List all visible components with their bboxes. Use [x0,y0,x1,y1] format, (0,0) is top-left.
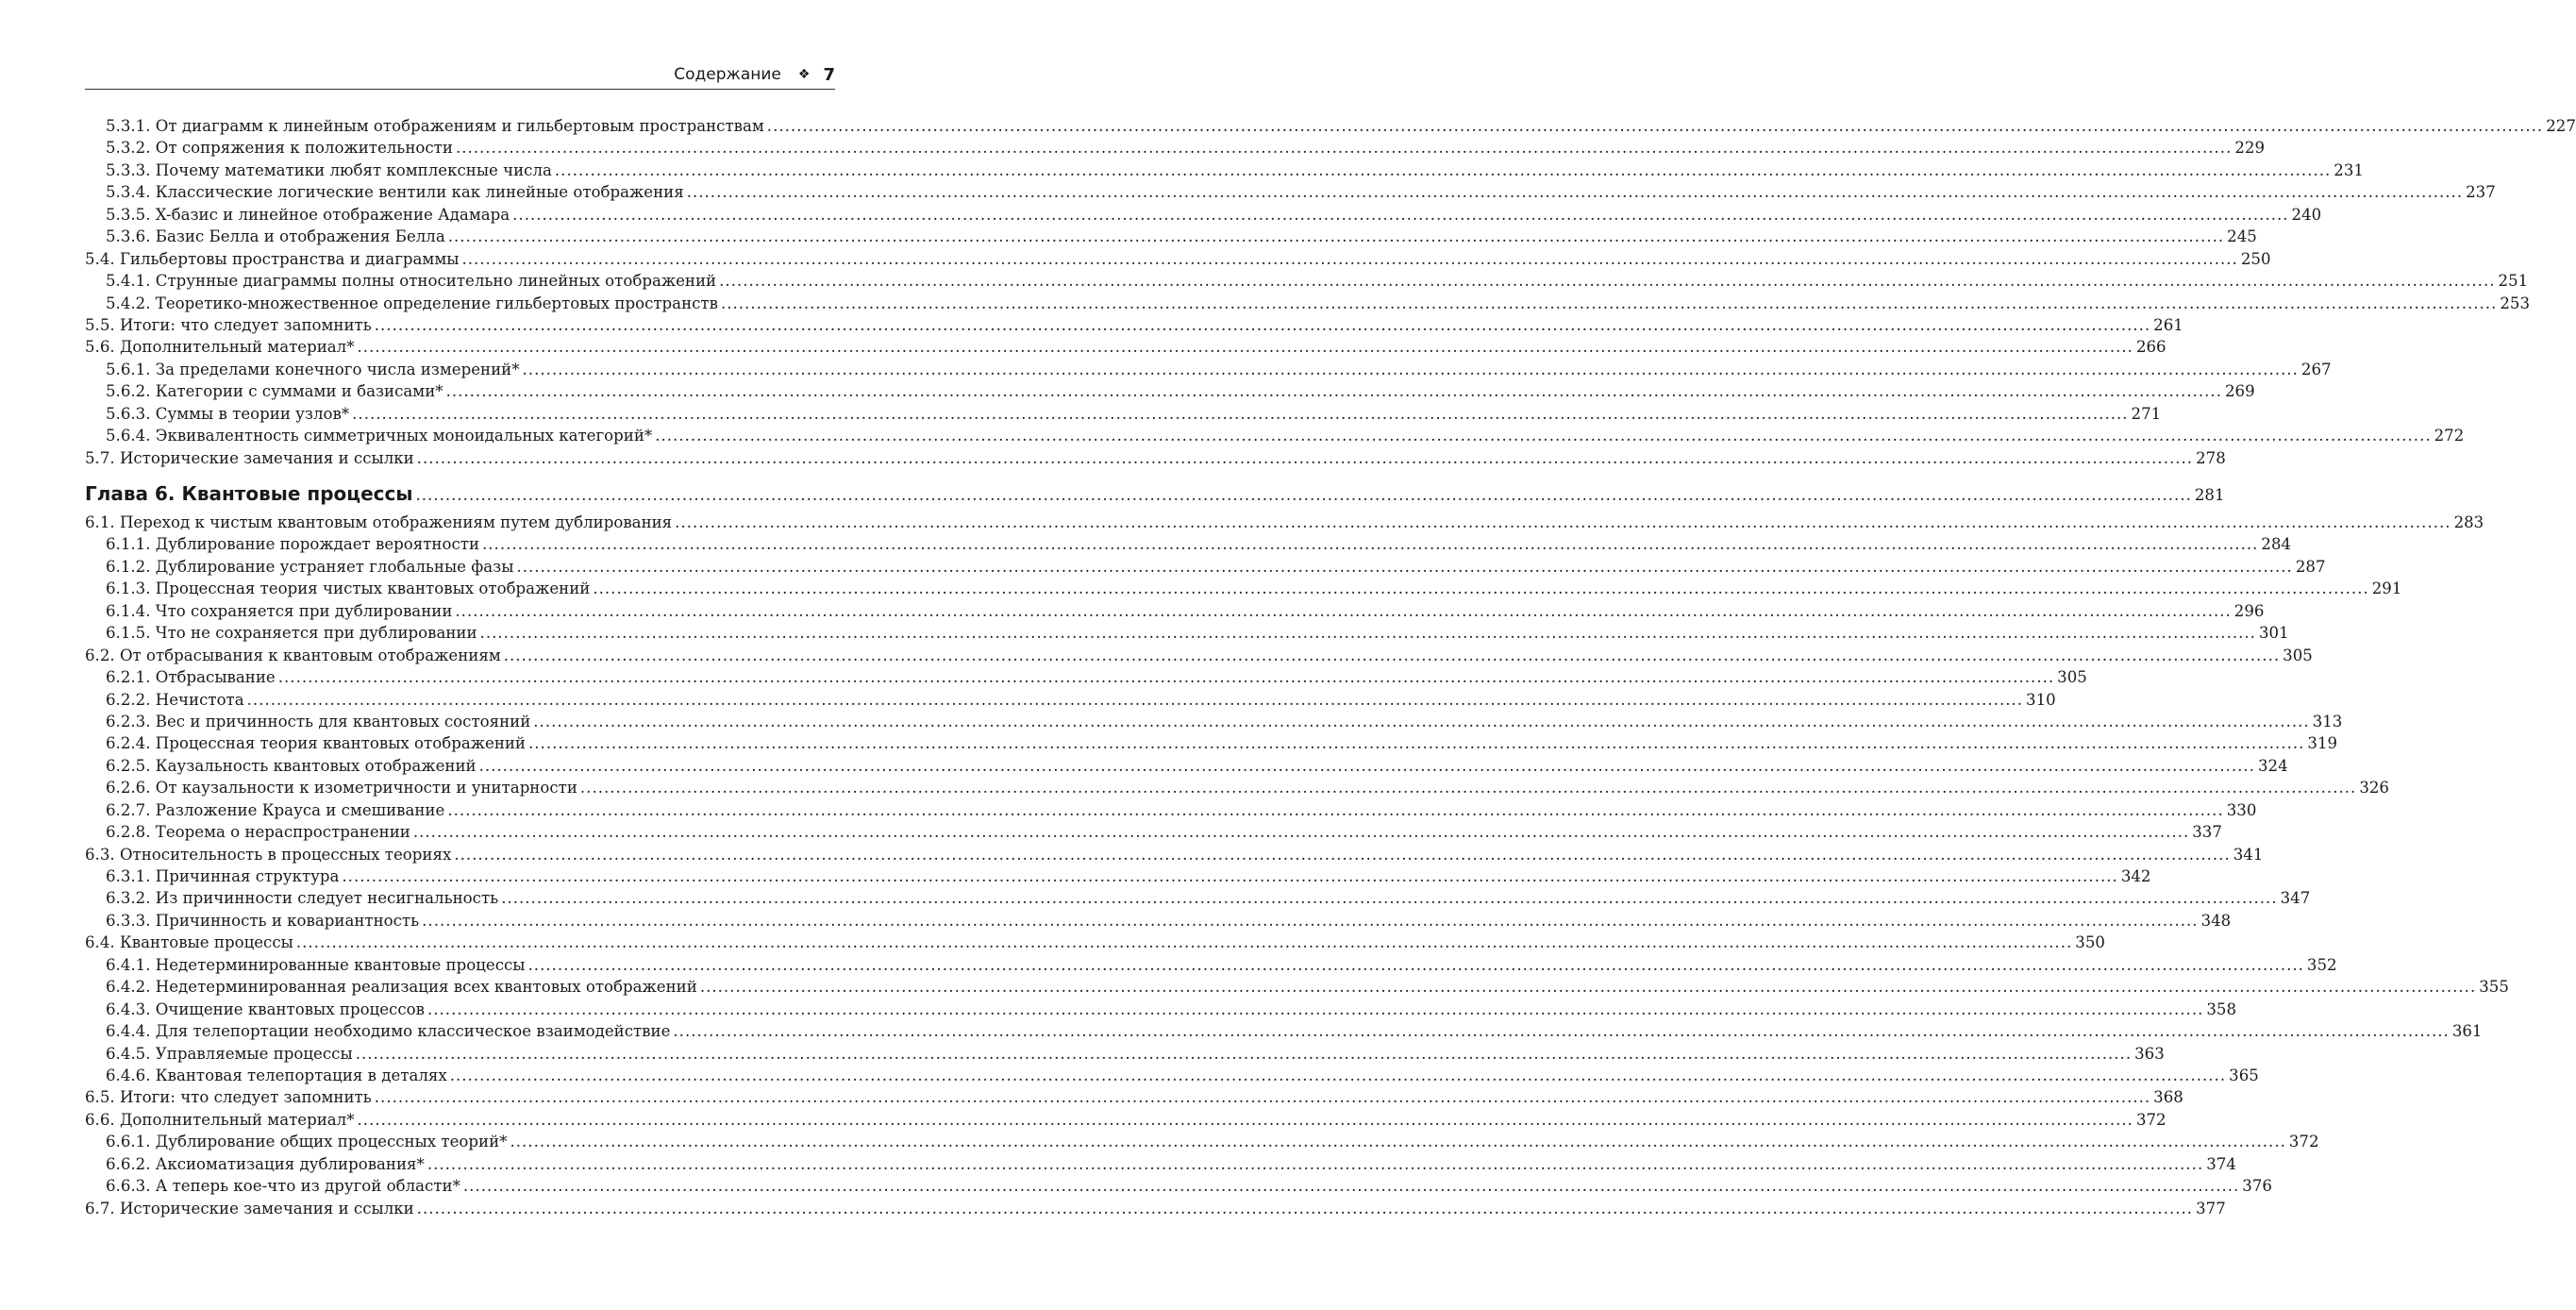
toc-entry-page: 227 [2546,117,2576,135]
toc-subsection-entry[interactable] [85,999,2237,1020]
toc-entry-page: 350 [2075,933,2105,952]
toc-entry-title: 6.3.2. Из причинности следует несигнальность [106,889,499,908]
toc-entry-title: 6.2.6. От каузальности к изометричности и унитарности [106,779,577,798]
toc-entry-title: 6.1.4. Что сохраняется при дублировании [106,601,453,620]
toc-entry-title: 6.1. Переход к чистым квантовым отображениям путем дублирования [85,513,673,531]
dot-leader: ............................................................................................................................................................................................................................................................................................................ [528,734,2305,753]
toc-entry-page: 377 [2196,1199,2226,1218]
toc-entry-title: 6.3. Относительность в процессных теориях [85,845,452,864]
toc-section-entry[interactable] [85,1198,2226,1219]
dot-leader: ............................................................................................................................................................................................................................................................................................................ [512,205,2289,224]
toc-entry-title: 6.2.5. Каузальность квантовых отображений [106,756,477,775]
toc-entry-page: 278 [2196,448,2226,467]
dot-leader: ............................................................................................................................................................................................................................................................................................................ [357,1110,2133,1129]
toc-entry-page: 305 [2283,646,2313,664]
toc-entry-page: 337 [2192,823,2222,842]
dot-leader: ............................................................................................................................................................................................................................................................................................................ [454,845,2231,864]
toc-subsection-entry[interactable] [85,204,2322,226]
toc-entry-page: 326 [2359,779,2389,798]
toc-chapter-entry[interactable] [85,479,2225,508]
dot-leader: ............................................................................................................................................................................................................................................................................................................ [352,404,2129,423]
header-page-number: 7 [823,64,835,85]
dot-leader: ............................................................................................................................................................................................................................................................................................................ [516,557,2293,576]
dot-leader: ............................................................................................................................................................................................................................................................................................................ [462,1177,2240,1196]
toc-entry-title: 5.7. Исторические замечания и ссылки [85,448,414,467]
toc-subsection-entry[interactable] [85,755,2288,777]
toc-subsection-entry[interactable] [85,380,2255,402]
toc-entry-page: 245 [2227,227,2257,246]
toc-entry-title: 6.7. Исторические замечания и ссылки [85,1199,414,1218]
dot-leader: ............................................................................................................................................................................................................................................................................................................ [416,1199,2194,1218]
toc-subsection-entry[interactable] [85,270,2529,292]
toc-entry-title: 6.6.2. Аксиоматизация дублирования* [106,1154,425,1173]
toc-entry-page: 237 [2466,183,2496,202]
toc-entry-title: 6.4.6. Квантовая телепортация в деталях [106,1066,447,1084]
toc-subsection-entry[interactable] [85,954,2337,976]
toc-subsection-entry[interactable] [85,181,2496,203]
toc-section-entry[interactable] [85,932,2105,953]
toc-entry-page: 313 [2312,712,2343,731]
toc-entry-page: 358 [2206,999,2237,1018]
toc-entry-page: 272 [2434,427,2465,445]
toc-entry-title: 5.5. Итоги: что следует запомнить [85,315,372,334]
toc-entry-page: 319 [2307,734,2338,753]
toc-subsection-entry[interactable] [85,976,2509,998]
toc-entry-page: 283 [2453,513,2484,531]
toc-subsection-entry[interactable] [85,1131,2319,1152]
toc-entry-page: 376 [2242,1177,2272,1196]
toc-entry-title: 6.4.1. Недетерминированные квантовые процессы [106,955,526,974]
dot-leader: ............................................................................................................................................................................................................................................................................................................ [415,486,2192,504]
dot-leader: ............................................................................................................................................................................................................................................................................................................ [342,867,2118,885]
dot-leader: ............................................................................................................................................................................................................................................................................................................ [482,535,2259,554]
toc-entry-page: 348 [2200,911,2232,930]
toc-entry-page: 301 [2258,624,2289,643]
toc-entry-title: 5.3.6. Базис Белла и отображения Белла [106,227,445,246]
toc-subsection-entry[interactable] [85,777,2389,798]
toc-section-entry[interactable] [85,645,2313,666]
toc-entry-title: 6.2.8. Теорема о нераспространении [106,823,410,842]
toc-entry-page: 231 [2333,160,2364,179]
toc-entry-title: 6.1.1. Дублирование порождает вероятности [106,535,479,554]
toc-entry-title: 5.3.1. От диаграмм к линейным отображениям и гильбертовым пространствам [106,117,764,135]
toc-subsection-entry[interactable] [85,910,2232,932]
toc-entry-title: 6.3.3. Причинность и ковариантность [106,911,420,930]
toc-entry-title: 6.6. Дополнительный материал* [85,1110,355,1129]
dot-leader: ............................................................................................................................................................................................................................................................................................................ [277,668,2055,687]
dot-leader: ............................................................................................................................................................................................................................................................................................................ [686,183,2464,202]
toc-entry-title: 6.2.2. Нечистота [106,690,244,709]
dot-leader: ............................................................................................................................................................................................................................................................................................................ [416,448,2194,467]
toc-entry-page: 363 [2134,1044,2165,1063]
dot-leader: ............................................................................................................................................................................................................................................................................................................ [503,646,2281,664]
toc-entry-page: 361 [2451,1022,2483,1041]
toc-subsection-entry[interactable] [85,578,2402,599]
toc-section-entry[interactable] [85,1086,2183,1108]
table-of-contents [85,115,2576,1219]
toc-entry-title: 6.1.2. Дублирование устраняет глобальные фазы [106,557,514,576]
toc-subsection-entry[interactable] [85,799,2257,821]
dot-leader: ............................................................................................................................................................................................................................................................................................................ [374,315,2151,334]
toc-subsection-entry[interactable] [85,226,2257,247]
toc-section-entry[interactable] [85,512,2484,533]
toc-subsection-entry[interactable] [85,556,2326,578]
toc-entry-page: 253 [2500,294,2531,312]
dot-leader: ............................................................................................................................................................................................................................................................................................................ [246,690,2024,709]
dot-leader: ............................................................................................................................................................................................................................................................................................................ [422,911,2199,930]
toc-entry-page: 269 [2224,382,2255,401]
toc-entry-title: 6.5. Итоги: что следует запомнить [85,1088,372,1107]
header-section-title: Содержание [674,65,781,84]
toc-entry-title: 5.3.3. Почему математики любят комплексные числа [106,160,552,179]
toc-entry-page: 372 [2135,1110,2166,1129]
toc-subsection-entry[interactable] [85,293,2531,314]
toc-subsection-entry[interactable] [85,600,2265,622]
toc-entry-title: 6.6.1. Дублирование общих процессных теорий* [106,1133,508,1151]
dot-leader: ............................................................................................................................................................................................................................................................................................................ [374,1088,2151,1107]
toc-subsection-entry[interactable] [85,1065,2259,1086]
dot-leader: ............................................................................................................................................................................................................................................................................................................ [455,139,2233,158]
toc-entry-title: 6.4. Квантовые процессы [85,933,293,952]
toc-entry-title: 5.3.4. Классические логические вентили как линейные отображения [106,183,684,202]
dot-leader: ............................................................................................................................................................................................................................................................................................................ [461,249,2238,268]
toc-entry-page: 284 [2261,535,2292,554]
toc-entry-page: 271 [2131,404,2162,423]
toc-entry-title: 5.4.2. Теоретико-множественное определение гильбертовых пространств [106,294,718,312]
dot-leader: ............................................................................................................................................................................................................................................................................................................ [699,978,2477,997]
toc-entry-title: 6.2. От отбрасывания к квантовым отображениям [85,646,501,664]
toc-entry-title: 5.6.2. Категории с суммами и базисами* [106,382,443,401]
toc-section-entry[interactable] [85,336,2166,358]
toc-section-entry[interactable] [85,447,2226,469]
toc-subsection-entry[interactable] [85,115,2576,137]
toc-entry-page: 291 [2371,579,2402,598]
toc-entry-page: 229 [2234,139,2266,158]
toc-entry-page: 250 [2240,249,2271,268]
toc-subsection-entry[interactable] [85,821,2222,843]
toc-entry-page: 266 [2135,338,2166,357]
dot-leader: ............................................................................................................................................................................................................................................................................................................ [719,272,2496,291]
dot-leader: ............................................................................................................................................................................................................................................................................................................ [445,382,2222,401]
toc-entry-title: 5.3.2. От сопряжения к положительности [106,139,453,158]
toc-section-entry[interactable] [85,844,2264,865]
toc-entry-page: 310 [2026,690,2056,709]
toc-entry-page: 368 [2153,1088,2183,1107]
toc-entry-title: 5.3.5. X-базис и линейное отображение Адамара [106,205,510,224]
dot-leader: ............................................................................................................................................................................................................................................................................................................ [579,779,2357,798]
toc-entry-title: 6.6.3. А теперь кое-что из другой области* [106,1177,460,1196]
toc-subsection-entry[interactable] [85,1175,2272,1197]
toc-subsection-entry[interactable] [85,359,2332,380]
dot-leader: ............................................................................................................................................................................................................................................................................................................ [766,117,2544,135]
toc-entry-page: 374 [2206,1154,2236,1173]
toc-entry-page: 305 [2057,668,2087,687]
toc-section-entry[interactable] [85,314,2183,336]
toc-entry-title: 6.2.4. Процессная теория квантовых отображений [106,734,526,753]
toc-entry-title: 5.6.4. Эквивалентность симметричных моноидальных категорий* [106,427,653,445]
toc-entry-page: 261 [2153,315,2183,334]
toc-entry-title: 6.4.4. Для телепортации необходимо классическое взаимодействие [106,1022,671,1041]
dot-leader: ............................................................................................................................................................................................................................................................................................................ [295,933,2073,952]
toc-entry-page: 240 [2291,205,2322,224]
toc-subsection-entry[interactable] [85,403,2162,425]
toc-entry-page: 342 [2120,867,2151,885]
toc-section-entry[interactable] [85,248,2271,270]
toc-subsection-entry[interactable] [85,732,2338,754]
toc-entry-title: Глава 6. Квантовые процессы [85,482,413,505]
running-header [85,60,835,90]
toc-entry-title: 6.4.5. Управляемые процессы [106,1044,353,1063]
toc-entry-title: 6.4.3. Очищение квантовых процессов [106,999,425,1018]
toc-entry-title: 5.4.1. Струнные диаграммы полны относительно линейных отображений [106,272,717,291]
dot-leader: ............................................................................................................................................................................................................................................................................................................ [427,999,2204,1018]
dot-leader: ............................................................................................................................................................................................................................................................................................................ [447,227,2225,246]
dot-leader: ............................................................................................................................................................................................................................................................................................................ [655,427,2432,445]
toc-entry-page: 347 [2280,889,2311,908]
toc-entry-title: 6.4.2. Недетерминированная реализация всех квантовых отображений [106,978,697,997]
toc-subsection-entry[interactable] [85,666,2087,688]
toc-entry-title: 6.1.5. Что не сохраняется при дублировании [106,624,477,643]
toc-entry-page: 341 [2233,845,2264,864]
dot-leader: ............................................................................................................................................................................................................................................................................................................ [479,624,2256,643]
toc-entry-page: 324 [2257,756,2288,775]
dot-leader: ............................................................................................................................................................................................................................................................................................................ [554,160,2332,179]
toc-entry-page: 281 [2194,486,2225,504]
toc-subsection-entry[interactable] [85,1153,2236,1175]
dot-leader: ............................................................................................................................................................................................................................................................................................................ [675,513,2451,531]
toc-entry-title: 5.6.1. За пределами конечного числа измерений* [106,360,520,378]
toc-entry-page: 365 [2229,1066,2259,1084]
dot-leader: ............................................................................................................................................................................................................................................................................................................ [455,601,2232,620]
ornament-icon: ❖ [797,67,811,82]
dot-leader: ............................................................................................................................................................................................................................................................................................................ [673,1022,2450,1041]
toc-entry-page: 352 [2306,955,2337,974]
toc-entry-page: 287 [2295,557,2326,576]
dot-leader: ............................................................................................................................................................................................................................................................................................................ [510,1133,2286,1151]
toc-entry-page: 330 [2226,800,2257,819]
dot-leader: ............................................................................................................................................................................................................................................................................................................ [449,1066,2227,1084]
toc-entry-title: 6.2.1. Отбрасывание [106,668,276,687]
dot-leader: ............................................................................................................................................................................................................................................................................................................ [527,955,2304,974]
toc-entry-title: 6.2.7. Разложение Крауса и смешивание [106,800,445,819]
toc-entry-page: 372 [2288,1133,2319,1151]
dot-leader: ............................................................................................................................................................................................................................................................................................................ [501,889,2278,908]
toc-subsection-entry[interactable] [85,425,2465,446]
toc-entry-title: 5.6. Дополнительный материал* [85,338,355,357]
toc-subsection-entry[interactable] [85,622,2289,644]
toc-entry-title: 5.4. Гильбертовы пространства и диаграммы [85,249,460,268]
dot-leader: ............................................................................................................................................................................................................................................................................................................ [533,712,2310,731]
toc-entry-page: 296 [2233,601,2265,620]
toc-subsection-entry[interactable] [85,1043,2165,1065]
dot-leader: ............................................................................................................................................................................................................................................................................................................ [412,823,2190,842]
toc-entry-title: 6.2.3. Вес и причинность для квантовых состояний [106,712,531,731]
dot-leader: ............................................................................................................................................................................................................................................................................................................ [720,294,2498,312]
toc-entry-page: 267 [2300,360,2332,378]
dot-leader: ............................................................................................................................................................................................................................................................................................................ [355,1044,2133,1063]
toc-entry-title: 6.1.3. Процессная теория чистых квантовых отображений [106,579,591,598]
dot-leader: ............................................................................................................................................................................................................................................................................................................ [447,800,2224,819]
toc-subsection-entry[interactable] [85,887,2311,909]
toc-subsection-entry[interactable] [85,1020,2483,1042]
toc-subsection-entry[interactable] [85,137,2266,159]
toc-entry-title: 6.3.1. Причинная структура [106,867,340,885]
toc-subsection-entry[interactable] [85,689,2056,711]
toc-subsection-entry[interactable] [85,711,2343,732]
toc-subsection-entry[interactable] [85,160,2364,181]
dot-leader: ............................................................................................................................................................................................................................................................................................................ [522,360,2299,378]
toc-entry-page: 251 [2498,272,2529,291]
toc-section-entry[interactable] [85,1109,2166,1131]
toc-subsection-entry[interactable] [85,533,2292,555]
dot-leader: ............................................................................................................................................................................................................................................................................................................ [357,338,2133,357]
toc-entry-page: 355 [2479,978,2509,997]
dot-leader: ............................................................................................................................................................................................................................................................................................................ [478,756,2255,775]
toc-entry-title: 5.6.3. Суммы в теории узлов* [106,404,350,423]
toc-subsection-entry[interactable] [85,865,2151,887]
dot-leader: ............................................................................................................................................................................................................................................................................................................ [427,1154,2204,1173]
dot-leader: ............................................................................................................................................................................................................................................................................................................ [593,579,2369,598]
